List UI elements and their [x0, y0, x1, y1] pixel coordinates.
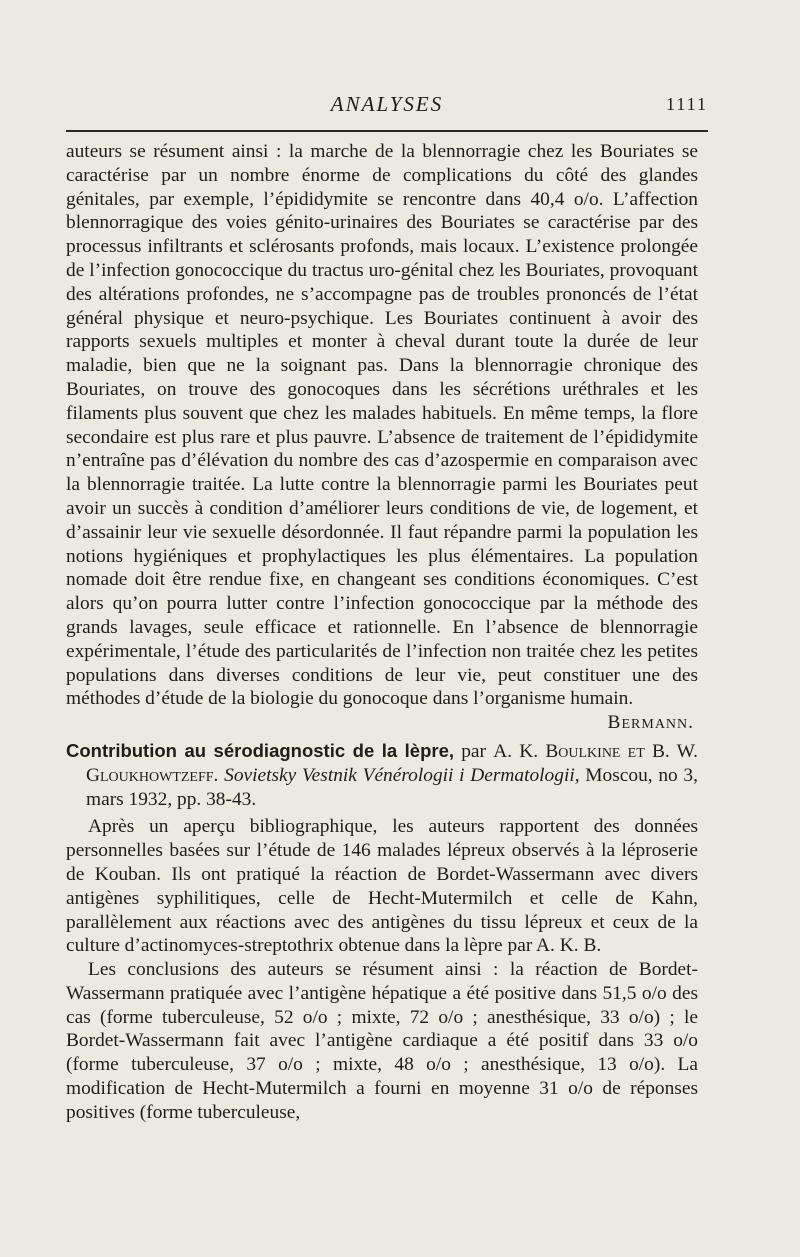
- header-rule: [66, 130, 708, 132]
- review1-signature: Bermann.: [607, 712, 694, 734]
- review2-pub-details: Moscou, no 3, mars 1932, pp. 38-43.: [86, 764, 698, 810]
- page-body: [66, 140, 698, 1125]
- review2-authors: A. K. Boulkine et B. W. Gloukhowtzeff.: [86, 740, 699, 786]
- review2-paragraph-2: Les conclusions des auteurs se résument ainsi : la réaction de Bordet-Wassermann pratiquée avec l’antigène hépatique a été positive dans 51,5 o/o des cas (forme tuberculeuse, 52 o/o ; mixte, 72 o/o ; anesthésique, 33 o/o) ; le Bordet-Wassermann fait avec l’antigène cardiaque a été positif dans 33 o/o (forme tuberculeuse, 37 o/o ; mixte, 48 o/o ; anesthésique, 13 o/o). La modification de Hecht-Mutermilch a fourni en moyenne 31 o/o de réponses positives (forme tuberculeuse,: [66, 959, 698, 1123]
- review1-paragraph: auteurs se résument ainsi : la marche de la blennorragie chez les Bouriates se caractérise par un nombre énorme de complications du côté des glandes génitales, par exemple, l’épididymite se rencontre dans 40,4 o/o. L’affection blennorragique des voies génito-urinaires des Bouriates se caractérise par des processus infiltrants et sclérosants profonds, mais locaux. L’existence prolongée de l’infection gonococcique du tractus uro-génital chez les Bouriates, provoquant des altérations profondes, ne s’accompagne pas de troubles prononcés de l’état général physique et neuro-psychique. Les Bouriates continuent à avoir des rapports sexuels multiples et monter à cheval durant toute la durée de leur maladie, bien que ne la soignant pas. Dans la blennorragie chronique des Bouriates, on trouve des gonocoques dans les sécrétions uréthrales et les filaments plus souvent que chez les malades habituels. En même temps, la flore secondaire est plus rare et plus pauvre. L’absence de traitement de l’épididymite n’entraîne pas d’élévation du nombre des cas d’azospermie en comparaison avec la blennorragie traitée. La lutte contre la blennorragie parmi les Bouriates peut avoir un succès à condition d’améliorer leurs conditions de vie, de logement, et d’assainir leur vie sexuelle désordonnée. Il faut répandre parmi la population les notions hygiéniques et prophylactiques les plus élémentaires. La population nomade doit être rendue fixe, en changeant ses conditions économiques. C’est alors qu’on pourra lutter contre l’infection gonococcique par la méthode des grands lavages, seule efficace et rationnelle. En l’absence de blennorragie expérimentale, l’étude des particularités de l’infection non traitée chez les petites populations dans diverses conditions de leur vie, peut constituer une des méthodes d’étude de la biologie du gonocoque dans l’organisme humain.: [66, 141, 698, 710]
- page-number: 1111: [666, 94, 708, 114]
- running-title: ANALYSES: [330, 92, 444, 116]
- page-header: [66, 92, 708, 122]
- review2-paragraph-1: Après un aperçu bibliographique, les auteurs rapportent des données personnelles basées sur l’étude de 146 malades lépreux observés à la léproserie de Kouban. Ils ont pratiqué la réaction de Bordet-Wassermann avec divers antigènes syphilitiques, celle de Hecht-Mutermilch et celle de Kahn, parallèlement aux réactions avec des antigènes du tissu lépreux et ceux de la culture d’actinomyces-streptothrix obtenue dans la lèpre par A. K. B.: [66, 816, 698, 957]
- review2-citation: [66, 739, 698, 811]
- review2-by: par: [454, 740, 494, 762]
- review2-journal: Sovietsky Vestnik Vénérologii i Dermatologii,: [224, 764, 580, 786]
- review2-title: Contribution au sérodiagnostic de la lèpre,: [66, 739, 455, 761]
